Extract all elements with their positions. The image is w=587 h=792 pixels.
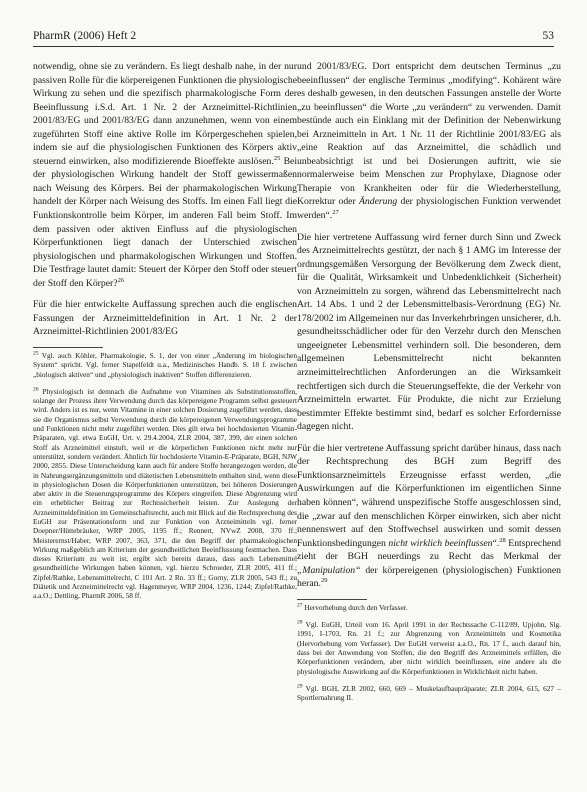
paragraph: und 2001/83/EG. Dort entspricht dem deutschen Terminus „zu beeinflussen“ der englische Terminus „modifying“. Kohärent wäre es deshalb gewesen, in den deutschen Fassungen anstelle der Worte „zu beeinflussen“ die Worte „zu verändern“ zu verwenden. Damit bestünde auch ein Einklang mit der Definition der Nebenwirkung bei Arzneimitteln in Art. 1 Nr. 11 der Richtlinie 2001/83/EG als „eine Reaktion auf das Arzneimittel, die schädlich und unbeabsichtigt ist und bei Dosierungen auftritt, wie sie normalerweise beim Menschen zur Prophylaxe, Diagnose oder Therapie von Krankheiten oder für die Wiederherstellung, Korrektur oder Änderung der physiologischen Funktion verwendet werden“.$^{27}$ bbox=[297, 61, 561, 222]
footnote-divider bbox=[33, 347, 103, 348]
paragraph: Für die hier vertretene Auffassung spricht darüber hinaus, dass nach der Rechtsprechung des BGH zum Begriff des Funktionsarzneimittels Erzeugnisse erfasst werden, „die Auswirkungen auf die Körperfunktionen im eigentlichen Sinne haben können“, während unspezifische Stoffe ausgeschlossen sind, die „zwar auf den menschlichen Körper einwirken, sich aber nicht nennenswert auf den Stoffwechsel auswirken und somit dessen Funktionsbedingungen nicht wirklich beeinflussen“.$^{28}$ Entsprechend zieht der BGH neuerdings zu Recht das Merkmal der „Manipulation“ der körpereigenen (physiologischen) Funktionen heran.$^{29}$ bbox=[297, 442, 562, 590]
left-column bbox=[33, 60, 297, 609]
journal-citation: PharmR (2006) Heft 2 bbox=[33, 30, 137, 42]
footnote-ref[interactable]: 29 bbox=[320, 577, 328, 584]
footnote-ref[interactable]: 27 bbox=[332, 208, 339, 216]
paragraph: Die hier vertretene Auffassung wird ferner durch Sinn und Zweck des Arzneimittelrechts gestützt, der nach § 1 AMG im Interesse der ordnungsgemäßen Versorgung der Bevölkerung dem Zweck dient, für die Qualität, Wirksamkeit und Unbedenklichkeit (Sicherheit) von Arzneimitteln zu sorgen, während das Lebensmittelrecht nach Art. 14 Abs. 1 und 2 der Lebensmittelbasis-Verordnung (EG) Nr. 178/2002 im Allgemeinen nur das Inverkehrbringen unsicherer, d.h. gesundheitsschädlicher oder für den Verzehr durch den Menschen ungeeigneter Lebensmittel verhindern soll. Die besonderen, dem allgemeinen Lebensmittelrecht nicht bekannten arzneimittelrechtlichen Anforderungen an die Wirksamkeit rechtfertigen sich durch die Steuerungseffekte, die der Verkehr von Arzneimitteln erwartet. Für Produkte, die nicht zur Erzielung bestimmter Effekte bestimmt sind, bedarf es solcher Erfordernisse dagegen nicht. bbox=[297, 231, 561, 433]
footnote-25: $^{25}$ Vgl. auch Köhler, Pharmakologie, S. 1, der von einer „Änderung im biologischen System“ spricht. Vgl. ferner Stapelfeldt u.a., Medizinisches Handb. S. 18 f. zwischen „biologisch aktiven“ und „physiologisch inaktiven“ Stoffen differenzieren. bbox=[33, 350, 297, 379]
paragraph: notwendig, ohne sie zu verändern. Es liegt deshalb nahe, in der nur passiven Rolle für die körpereigenen Funktionen die physiologische Wirkung zu sehen und die spezifisch pharmakologische Form der Beeinflussung i.S.d. Art. 1 Nr. 2 der Arzneimittel-Richtlinien 2001/83/EG und 2001/83/EG dann anzunehmen, wenn von einem zugeführten Stoff eine aktive Rolle im Körpergeschehen spielen, indem sie auf die physiologischen Funktionen des Körpers aktiv steuernd einwirken, also modifizierende Bioeffekte auslösen.$^{25}$ Bei der physiologischen Wirkung handelt der Stoff gewissermaßen nach Weisung des Körpers. Bei der pharmakologischen Wirkung handelt der Körper nach Weisung des Stoffs. Im einen Fall liegt die Funktionskontrolle beim Körper, im anderen Fall beim Stoff. Im dem passiven oder aktiven Einfluss auf die physiologischen Körperfunktionen liegt danach der Unterschied zwischen physiologischen und pharmakologischen Wirkungen und Stoffen. Die Testfrage lautet damit: Steuert der Körper den Stoff oder steuert der Stoff den Körper?$^{26}$ bbox=[33, 61, 298, 289]
footnote-ref[interactable]: 28 bbox=[499, 536, 506, 544]
paragraph: Für die hier entwickelte Auffassung sprechen auch die englischen Fassungen der Arzneimitteldefinition in Art. 1 Nr. 2 der Arzneimittel-Richtlinien 2001/83/EG bbox=[33, 299, 297, 338]
footnote-ref[interactable]: 25 bbox=[273, 154, 281, 162]
footnote-29: $^{29}$ Vgl. BGH, ZLR 2002, 660, 669 – Muskelaufbaupräparate; ZLR 2004, 615, 627 – Sportlernahrung II. bbox=[297, 683, 561, 703]
running-header bbox=[33, 30, 554, 47]
footnote-27: $^{27}$ Hervorhebung durch den Verfasser. bbox=[297, 602, 408, 612]
footnote-divider bbox=[297, 599, 367, 600]
footnote-28: $^{28}$ Vgl. EuGH, Urteil vom 16. April 1991 in der Rechtssache C-112/89, Upjohn, Slg. 1991, I-1703, Rn. 21 f.; zur Abgrenzung von Arzneimitteln und Kosmetika (Hervorhebung vom Verfasser). Der EuGH verweist a.a.O., Rn. 17 f., auch darauf hin, dass bei der Anwendung von Stoffen, die den Begriff des Arzneimittels erfüllen, die Körperfunktionen verändern, aber nicht wirklich beeinflussen, eine andere als die physiologische Auswirkung auf die Körperfunktionen in Wirklichkeit nicht haben. bbox=[297, 619, 561, 676]
page-number: 53 bbox=[542, 30, 554, 42]
footnote-ref[interactable]: 26 bbox=[117, 276, 125, 284]
right-column bbox=[297, 60, 561, 710]
footnote-26: $^{26}$ Physiologisch ist demnach die Aufnahme von Vitaminen als Substitutionsstoffen, solange der Prozess ihrer Verwendung durch das körpereigene Programm selbst gesteuert wird. Anders ist es nur, wenn Vitamine in einer solchen Dosierung zugeführt werden, dass sie die Organismus selbst Verwendung durch die körpereigenen Verwendungsprogramme und Funktionen nicht mehr zugeführt werden. Dies gilt etwa bei hochdosierten Vitamin-Präparaten, vgl. etwa EuGH, Urt. v. 29.4.2004, ZLR 2004, 387, 399, der einen solchen Stoff als Arzneimittel einstuft, weil er die körperlichen Funktionen nicht mehr nur unterstützt, sondern verändert. Ähnlich für hochdosierte Vitamin-E-Präparate, BGH, NJW 2000, 2855. Diese Unterscheidung kann auch für andere Stoffe herangezogen werden, die in Nahrungsergänzungsmitteln und diätetischen Lebensmitteln enthalten sind, wenn diese in physiologischen Dosen die Körperfunktionen unterstützen, bei höheren Dosierungen aber aktiv in die Steuerungsprogramme des Körpers eingreifen. Diese Abgrenzung wird ein erheblicher Beitrag zur Rechtssicherheit leisten. Zur Auslegung der Arzneimitteldefinition im Gemeinschaftsrecht, auch mit Blick auf die Rechtsprechung des EuGH zur Präsentationsform und zur Funktion von Arzneimitteln vgl. ferner Doepner/Hüttebräuker, WRP 2005, 1195 ff.; Rennert, NVwZ 2008, 370 ff.; Meisterernst/Haber, WRP 2007, 363, 371, die den Begriff der pharmakologischen Wirkung maßgeblich am Kriterium der gesundheitlichen Beeinflussung festmachen. Dass dieses Kriterium zu weit ist, ergibt sich bereits daraus, dass auch Lebensmittel gesundheitliche Wirkungen haben können, vgl. hierzu Schroeder, ZLR 2005, 411 ff.; Zipfel/Rathke, Lebensmittelrecht, C 101 Art. 2 Rn. 33 ff.; Gorny, ZLR 2005, 543 ff.; zu Diätetik und Arzneimittelrecht vgl. Hagenmeyer, WRP 2004, 1236, 1244; Zipfel/Rathke, a.a.O.; Dettling, PharmR 2006, 58 ff. bbox=[33, 386, 298, 601]
